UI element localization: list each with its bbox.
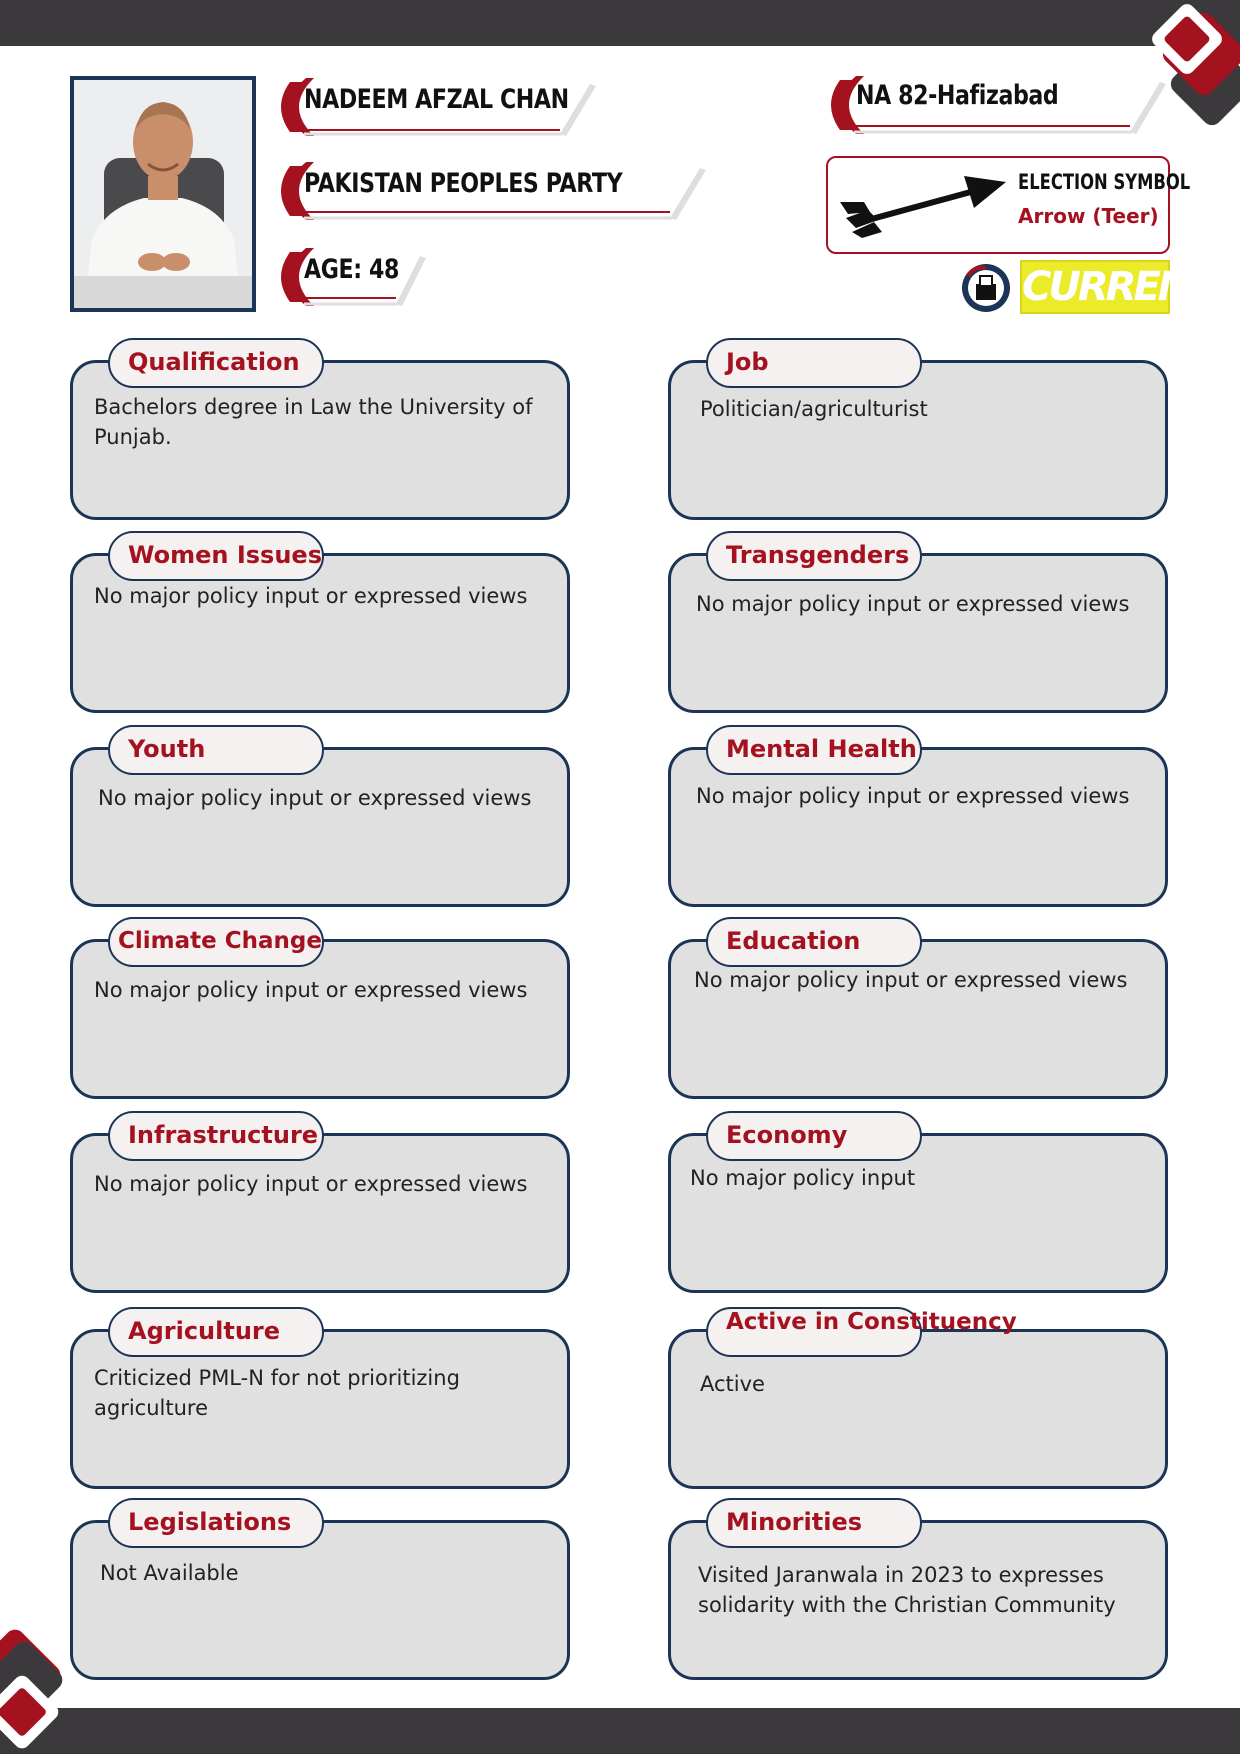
card-label: Agriculture <box>108 1307 324 1357</box>
info-card-youth <box>70 727 570 887</box>
constituency-name: NA 82-Hafizabad <box>856 80 1059 111</box>
card-label: Education <box>706 917 922 967</box>
card-label: Youth <box>108 725 324 775</box>
info-card-education <box>668 919 1168 1079</box>
info-card-minorities <box>668 1500 1168 1660</box>
info-card-economy <box>668 1113 1168 1273</box>
card-text: No major policy input or expressed views <box>94 978 528 1002</box>
card-text: No major policy input or expressed views <box>696 784 1130 808</box>
election-symbol-name: Arrow (Teer) <box>1018 204 1159 228</box>
election-symbol-title: ELECTION SYMBOL <box>1018 170 1191 194</box>
card-label: Qualification <box>108 338 324 388</box>
card-text: Bachelors degree in Law the University of Punjab. <box>94 395 533 449</box>
card-text: No major policy input or expressed views <box>694 968 1128 992</box>
info-card-qualification <box>70 340 570 500</box>
info-card-women-issues <box>70 533 570 693</box>
card-text: No major policy input or expressed views <box>696 592 1130 616</box>
candidate-name-tag <box>270 76 600 136</box>
card-label: Active in Constituency <box>706 1307 922 1357</box>
card-label: Infrastructure <box>108 1111 324 1161</box>
info-card-climate-change <box>70 919 570 1079</box>
card-label: Economy <box>706 1111 922 1161</box>
card-text: No major policy input or expressed views <box>98 786 532 810</box>
card-label: Transgenders <box>706 531 922 581</box>
candidate-photo <box>70 76 256 312</box>
party-name: PAKISTAN PEOPLES PARTY <box>304 168 623 199</box>
info-card-transgenders <box>668 533 1168 693</box>
election-commission-seal-icon <box>960 262 1012 314</box>
card-label: Minorities <box>706 1498 922 1548</box>
the-current-logo: CURRENT <box>1020 260 1170 314</box>
party-tag <box>270 160 710 220</box>
info-card-mental-health <box>668 727 1168 887</box>
card-text: No major policy input or expressed views <box>94 584 528 608</box>
card-text: Politician/agriculturist <box>700 397 928 421</box>
info-card-infrastructure <box>70 1113 570 1273</box>
corner-diamond-decoration-bottom <box>0 1610 80 1754</box>
info-card-active-in-constituency <box>668 1309 1168 1469</box>
card-text: Criticized PML-N for not prioritizing agriculture <box>94 1366 460 1420</box>
card-text: No major policy input <box>690 1166 916 1190</box>
info-card-legislations <box>70 1500 570 1660</box>
card-text: Visited Jaranwala in 2023 to expresses solidarity with the Christian Community <box>698 1563 1116 1617</box>
arrow-icon <box>838 172 1008 242</box>
card-text: Not Available <box>100 1561 239 1585</box>
card-label: Mental Health <box>706 725 922 775</box>
info-card-agriculture <box>70 1309 570 1469</box>
card-text: Active <box>700 1372 765 1396</box>
election-symbol-box <box>826 156 1191 254</box>
age-tag <box>270 246 430 306</box>
card-label: Job <box>706 338 922 388</box>
card-label: Women Issues <box>108 531 324 581</box>
candidate-name: NADEEM AFZAL CHAN <box>304 84 569 115</box>
card-text: No major policy input or expressed views <box>94 1172 528 1196</box>
info-card-job <box>668 340 1168 500</box>
candidate-age: AGE: 48 <box>304 254 399 285</box>
top-bar <box>0 0 1240 46</box>
card-label: Legislations <box>108 1498 324 1548</box>
card-label: Climate Change <box>108 917 324 967</box>
bottom-bar <box>0 1708 1240 1754</box>
constituency-tag <box>820 74 1170 134</box>
